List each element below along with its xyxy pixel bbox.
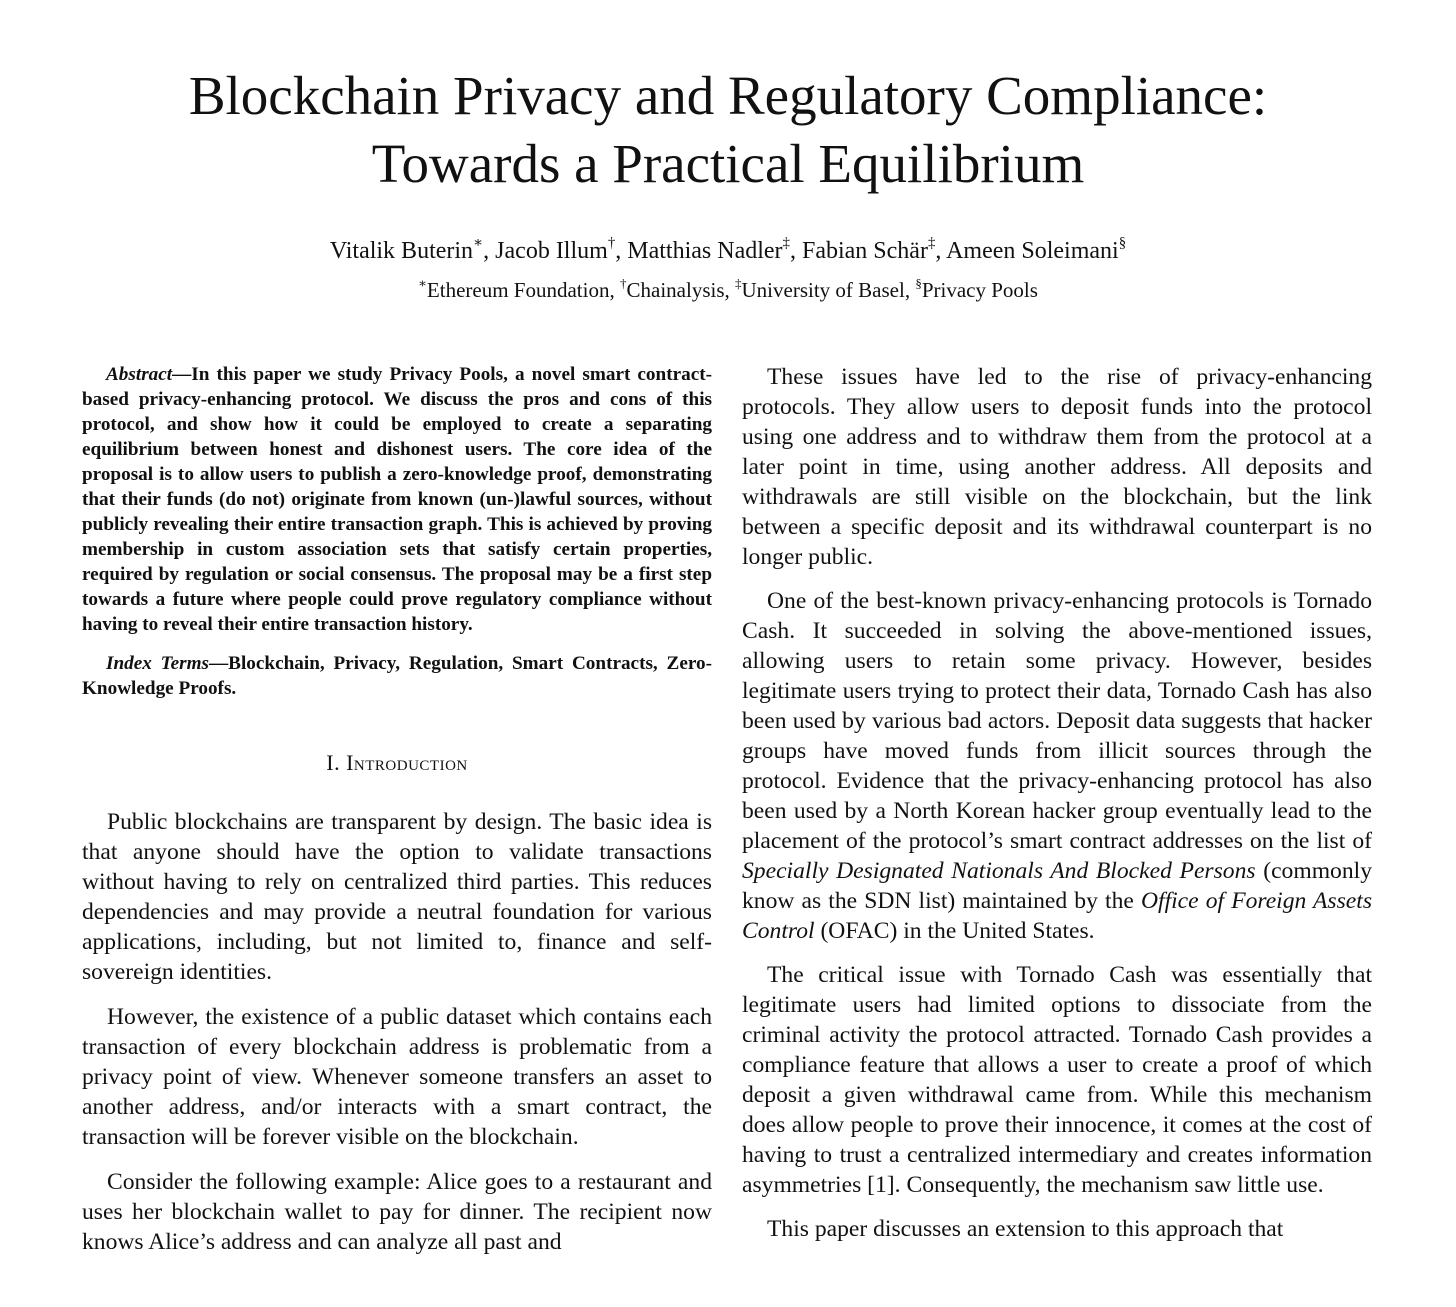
abstract: Abstract—In this paper we study Privacy Pools, a novel smart contract-based privacy-enhancing protocol. We discuss the pros and cons of this protocol, and show how it could be employed to create a separating equilibrium between honest and dishonest users. The core idea of the proposal is to allow users to publish a zero-knowledge proof, demonstrating that their funds (do not) originate from known (un-)lawful sources, without publicly revealing their entire transaction graph. This is achieved by proving membership in custom association sets that satisfy certain properties, required by regulation or social consensus. The proposal may be a first step towards a future where people could prove regulatory compliance without having to reveal their entire transaction history. <box>82 364 712 635</box>
paragraph: One of the best-known privacy-enhancing protocols is Tornado Cash. It succeeded in solving the above-mentioned issues, allowing users to retain some privacy. However, besides legitimate users trying to protect their data, Tornado Cash has also been used by various bad actors. Deposit data suggests that hacker groups have moved funds from illicit sources through the protocol. Evidence that the privacy-enhancing protocol has also been used by a North Korean hacker group eventually lead to the placement of the protocol’s smart contract addresses on the list of Specially Designated Nationals And Blocked Persons (commonly know as the SDN list) maintained by the Office of Foreign Assets Control (OFAC) in the United States. <box>742 588 1373 944</box>
index-terms-text: Blockchain, Privacy, Regulation, Smart Contracts, Zero-Knowledge Proofs. <box>82 653 712 699</box>
author: Jacob Illum† <box>495 234 616 264</box>
affiliation: ∗Ethereum Foundation <box>418 275 610 302</box>
affiliation: †Chainalysis <box>619 275 725 302</box>
paper-title <box>0 62 1456 198</box>
paragraph: Consider the following example: Alice goes to a restaurant and uses her blockchain wallet to pay for dinner. The recipient now knows Alice’s address and can analyze all past and <box>82 1169 712 1255</box>
ofac-name: Office of Foreign Assets Control <box>742 888 1373 944</box>
author-list: Vitalik Buterin∗, Jacob Illum†, Matthias Nadler‡, Fabian Schär‡, Ameen Soleimani§ <box>329 234 1127 264</box>
affiliation: §Privacy Pools <box>915 275 1038 302</box>
index-terms: Index Terms—Blockchain, Privacy, Regulation, Smart Contracts, Zero-Knowledge Proofs. <box>82 653 712 699</box>
paragraph: Public blockchains are transparent by design. The basic idea is that anyone should have the option to validate transactions without having to rely on centralized third parties. This reduces dependencies and may provide a neutral foundation for various applications, including, but not limited to, finance and self-sovereign identities. <box>82 809 712 985</box>
affiliation: ‡University of Basel <box>735 275 905 302</box>
title-line-1: Blockchain Privacy and Regulatory Compliance: <box>188 65 1268 126</box>
paragraph: This paper discusses an extension to this approach that <box>767 1216 1284 1242</box>
title-line-2: Towards a Practical Equilibrium <box>371 133 1085 194</box>
author: Vitalik Buterin∗ <box>329 234 484 264</box>
section-title: Introduction <box>346 750 468 775</box>
abstract-text: In this paper we study Privacy Pools, a novel smart contract-based privacy-enhancing protocol. We discuss the pros and cons of this protocol, and show how it could be employed to create a separating equilibrium between honest and dishonest users. The core idea of the proposal is to allow users to publish a zero-knowledge proof, demonstrating that their funds (do not) originate from known (un-)lawful sources, without publicly revealing their entire transaction graph. This is achieved by proving membership in custom association sets that satisfy certain properties, required by regulation or social consensus. The proposal may be a first step towards a future where people could prove regulatory compliance without having to reveal their entire transaction history. <box>82 364 712 635</box>
author: Matthias Nadler‡ <box>627 234 790 264</box>
section-number: I. <box>326 750 341 775</box>
paragraph: These issues have led to the rise of privacy-enhancing protocols. They allow users to deposit funds into the protocol using one address and to withdraw them from the protocol at a later point in time, using another address. All deposits and withdrawals are still visible on the blockchain, but the link between a specific deposit and its withdrawal counterpart is no longer public. <box>742 364 1372 570</box>
section-heading <box>82 749 712 777</box>
index-terms-label: Index Terms <box>106 653 209 674</box>
right-column <box>742 362 1372 1258</box>
sdn-list-name: Specially Designated Nationals And Blocked Persons <box>742 858 1256 884</box>
abstract-label: Abstract <box>106 364 173 385</box>
author: Ameen Soleimani§ <box>946 234 1127 264</box>
author: Fabian Schär‡ <box>801 234 936 264</box>
paragraph: However, the existence of a public dataset which contains each transaction of every blockchain address is problematic from a privacy point of view. Whenever someone transfers an asset to another address, and/or interacts with a smart contract, the transaction will be forever visible on the blockchain. <box>82 1004 712 1150</box>
paragraph: The critical issue with Tornado Cash was essentially that legitimate users had limited options to dissociate from the criminal activity the protocol attracted. Tornado Cash provides a compliance feature that allows a user to create a proof of which deposit a given withdrawal came from. While this mechanism does allow people to prove their innocence, it comes at the cost of having to trust a centralized intermediary and creates information asymmetries [1]. Consequently, the mechanism saw little use. <box>742 962 1372 1198</box>
affiliation-list: ∗Ethereum Foundation, †Chainalysis, ‡University of Basel, §Privacy Pools <box>418 275 1038 302</box>
left-column <box>82 362 712 1272</box>
